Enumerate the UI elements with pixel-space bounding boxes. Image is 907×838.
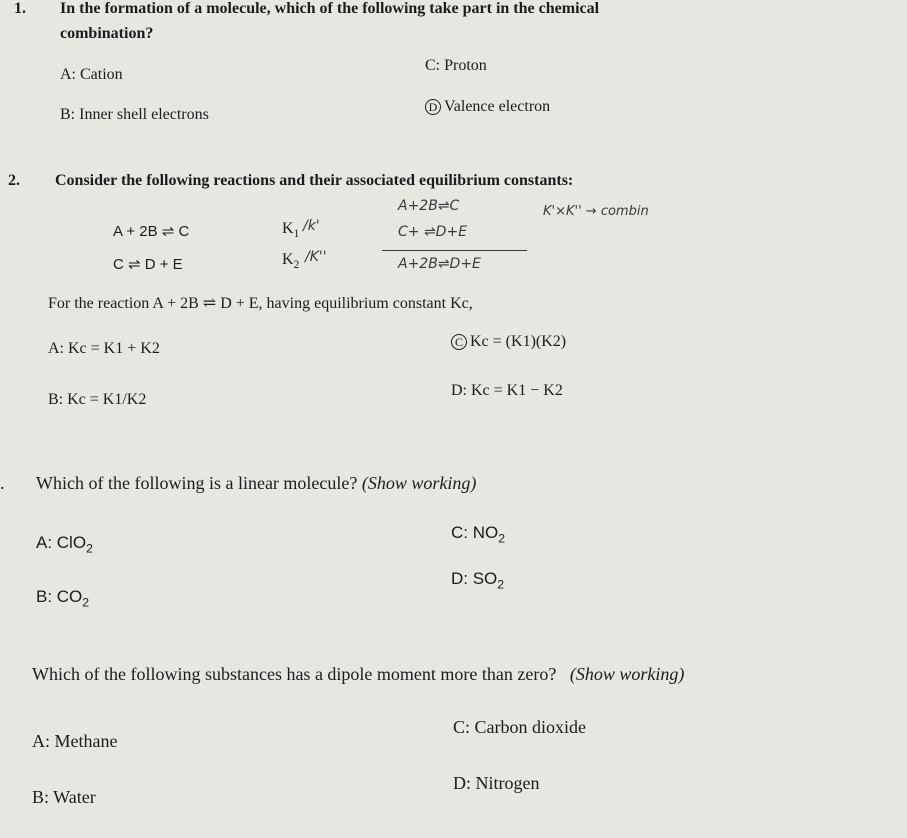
handwritten-reaction-sum: A+2B⇌D+E [398,256,481,272]
handwritten-side-note: K'×K'' → combin [543,204,649,219]
q1-option-c[interactable]: C: Proton [425,57,487,74]
q2-prompt: For the reaction A + 2B ⇌ D + E, having equilibrium constant Kc, [48,295,473,312]
reaction-1-k: $K_1$ [282,220,300,241]
q2-option-c-text: Kc = (K1)(K2) [470,333,567,350]
handwritten-reaction-2: C+ ⇌D+E [398,224,468,240]
handwritten-sum-line [382,250,527,251]
q1-question-line1: In the formation of a molecule, which of the following take part in the chemical [60,0,600,17]
q1-option-d-text: Valence electron [444,98,551,115]
circled-answer-c: C [451,334,467,350]
q4-question [32,664,684,685]
q2-number: 2. [8,172,20,189]
reaction-1: A + 2B ⇌ C [113,223,190,240]
q2-option-c[interactable] [451,333,566,351]
q3-option-a[interactable]: A: ClO$_2$ [36,533,93,556]
reaction-2-k: $K_2$ [282,251,300,272]
q3-option-d[interactable]: D: $SO_2$ [451,569,505,592]
q1-option-b[interactable]: B: Inner shell electrons [60,106,209,123]
q3-question [36,473,476,494]
circled-answer-d: D [425,99,441,115]
q3-show-working: (Show working) [361,473,477,493]
handwritten-k2-note: /K'' [305,249,327,265]
q2-option-a[interactable]: A: Kc = K1 + K2 [48,340,160,357]
q2-option-b[interactable]: B: Kc = K1/K2 [48,391,147,408]
reaction-2: C ⇌ D + E [113,256,183,273]
q3-option-c[interactable]: C: $NO_2$ [451,523,506,546]
q2-option-d[interactable]: D: Kc = K1 − K2 [451,382,563,399]
q1-number: 1. [14,0,26,17]
q3-option-b[interactable]: B: $CO_2$ [36,587,90,610]
q2-question: Consider the following reactions and their associated equilibrium constants: [55,172,574,189]
q3-question-text: Which of the following is a linear molecule? [36,473,358,493]
q3-number: . [0,473,5,493]
q4-option-d[interactable]: D: Nitrogen [453,773,540,793]
q1-question-line2: combination? [60,25,154,42]
handwritten-reaction-1: A+2B⇌C [398,198,460,214]
q4-option-c[interactable]: C: Carbon dioxide [453,717,586,737]
q4-option-b[interactable]: B: Water [32,787,96,807]
handwritten-k1-note: /k' [303,218,320,234]
q4-option-a[interactable]: A: Methane [32,731,118,751]
q1-option-d[interactable] [425,98,550,116]
q1-option-a[interactable]: A: Cation [60,66,123,83]
q4-question-text: Which of the following substances has a dipole moment more than zero? [32,664,557,684]
q4-show-working: (Show working) [569,664,685,684]
